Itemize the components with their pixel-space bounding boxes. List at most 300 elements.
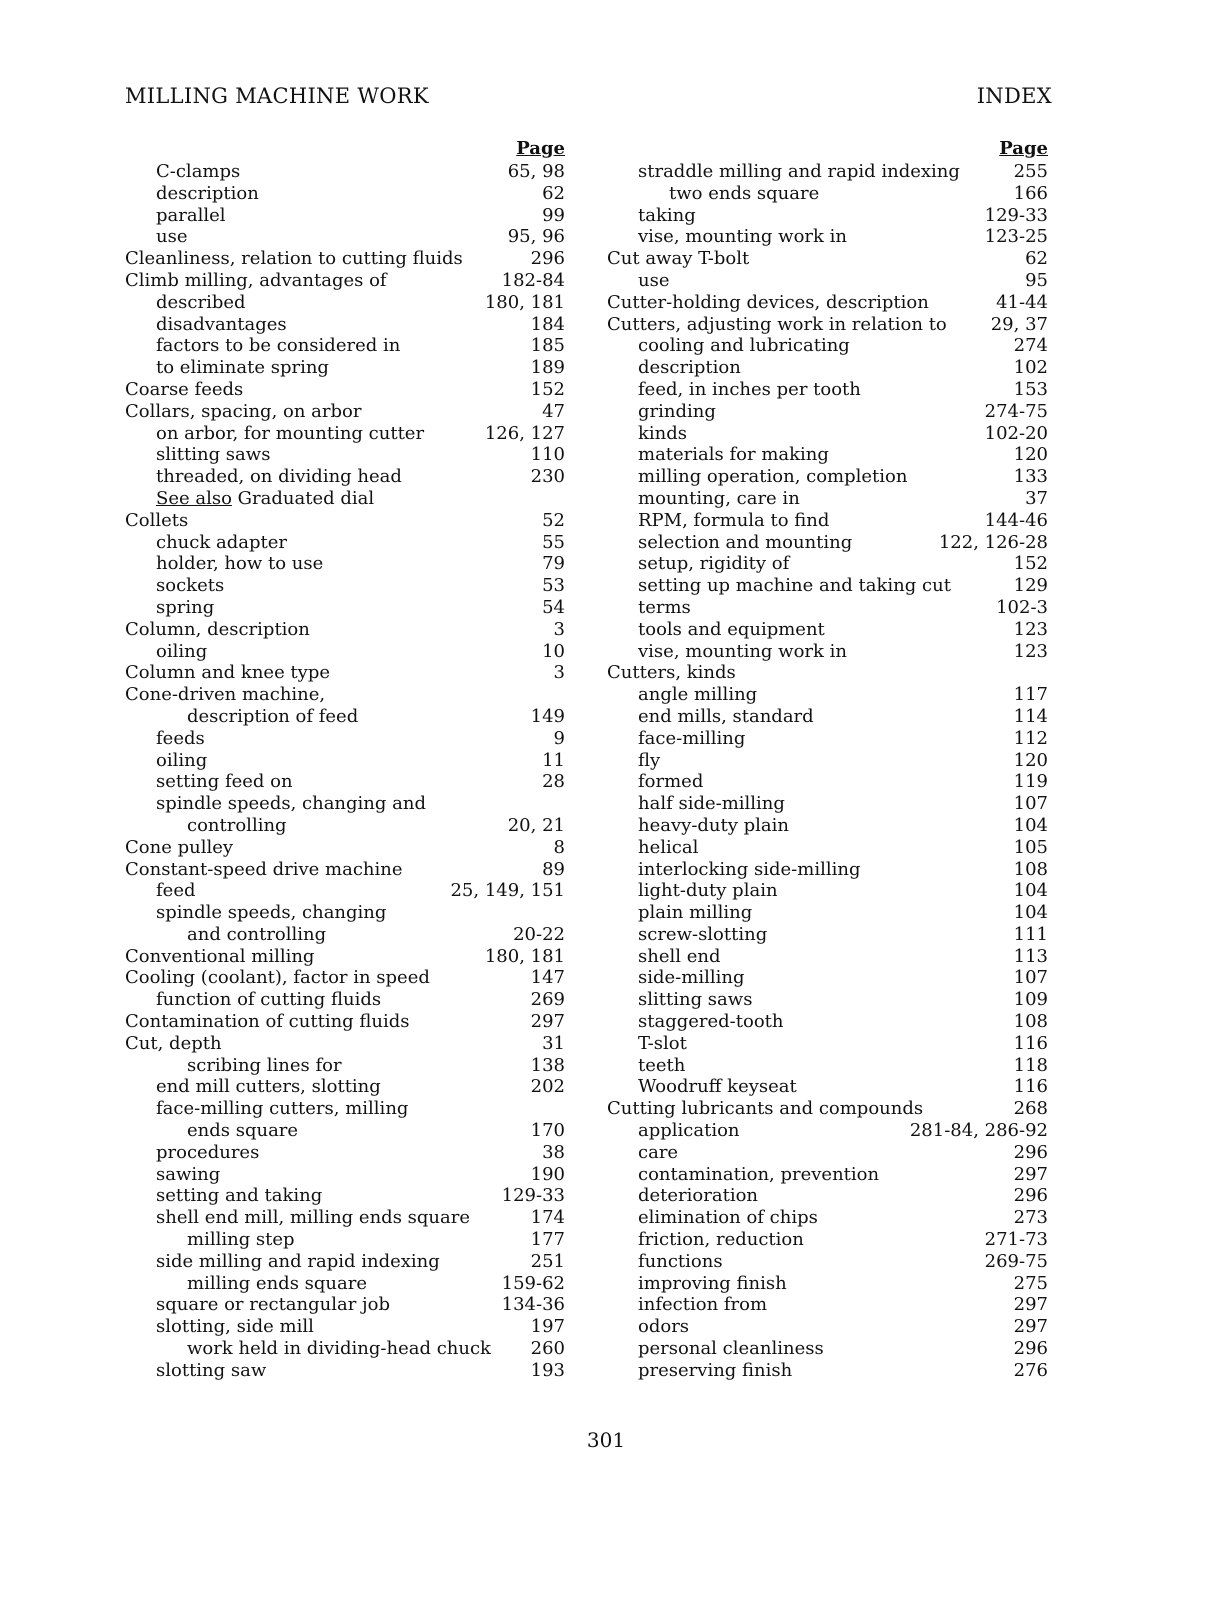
index-entry [607,597,1048,619]
index-term [156,423,424,445]
index-page-numbers: 174 [530,1207,565,1229]
index-page-numbers: 268 [1013,1098,1048,1120]
index-term-text: on arbor, for mounting cutter [156,422,425,444]
index-page-numbers: 296 [1013,1141,1048,1163]
index-term-text: Graduated dial [237,487,375,509]
index-page-numbers: 133 [1013,466,1048,488]
index-term-text: Cut, depth [125,1032,222,1054]
index-term [156,1142,259,1164]
index-term [638,488,800,510]
index-term-text: staggered-tooth [638,1011,784,1033]
index-entry [607,1316,1048,1338]
index-term-text: holder, how to use [156,553,324,575]
index-entry [607,880,1048,902]
index-entry [607,1076,1048,1098]
index-entry [125,488,565,510]
index-term [638,423,687,445]
index-column-right [607,137,1048,1382]
index-term-text: Column, description [125,618,310,640]
index-term [638,444,829,466]
index-entry [125,750,565,772]
index-term [638,597,691,619]
index-entry [125,837,565,859]
index-term-text: straddle milling and rapid indexing [638,161,960,182]
index-term [607,662,736,684]
index-page-numbers: 109 [1013,989,1048,1011]
index-term-text: interlocking side-milling [638,858,861,880]
index-term-text: Collets [125,509,189,531]
index-term-text: setting up machine and taking cut [638,575,951,597]
index-page-numbers: 275 [1013,1272,1048,1294]
index-term-text: screw-slotting [638,923,768,945]
index-term [125,946,314,968]
index-term-text: described [156,291,246,313]
index-entry [125,575,565,597]
index-term-text: RPM, formula to find [638,509,830,531]
index-entry [125,946,565,968]
index-term [187,706,358,728]
index-term-text: setup, rigidity of [638,553,790,575]
index-term-text: threaded, on dividing head [156,466,402,488]
index-term-text: grinding [638,400,716,422]
index-entry [607,423,1048,445]
index-term-text: Column and knee type [125,662,331,684]
index-term-text: factors to be considered in [156,335,401,357]
index-term [187,1120,298,1142]
index-term [187,1229,295,1251]
index-page-numbers: 159-62 [501,1272,565,1294]
index-term [638,1273,787,1295]
index-term [638,1251,723,1273]
index-term [638,771,703,793]
index-entry [125,597,565,619]
index-entry [125,1185,565,1207]
index-term-text: sockets [156,575,225,597]
index-term-text: function of cutting fluids [156,989,382,1011]
index-page-numbers: 116 [1013,1076,1048,1098]
index-term-text: elimination of chips [638,1207,818,1229]
index-entry [607,641,1048,663]
index-entry [125,1055,565,1077]
index-term-text: T-slot [638,1032,687,1054]
index-term [156,1185,322,1207]
index-term-text: side milling and rapid indexing [156,1250,440,1272]
index-term-text: terms [638,596,691,618]
index-entry [607,357,1048,379]
index-entry [125,1360,565,1382]
index-term-text: feed [156,880,196,902]
index-entry [125,1273,565,1295]
index-page-numbers: 29, 37 [990,313,1048,335]
index-page-numbers: 112 [1013,727,1048,749]
index-term [638,1120,740,1142]
index-term-text: application [638,1120,740,1142]
index-term [607,1098,923,1120]
index-term [156,183,259,205]
index-entry [607,1251,1048,1273]
index-entry [607,161,1048,183]
index-term-text: oiling [156,749,208,771]
index-term-text: Contamination of cutting fluids [125,1011,410,1033]
index-term-text: half side-milling [638,793,785,815]
index-term-text: ends square [187,1120,299,1142]
index-entry [125,1033,565,1055]
index-term [156,902,386,924]
index-term-text: deterioration [638,1185,759,1207]
index-term [638,989,752,1011]
index-page-numbers: 297 [530,1011,565,1033]
index-entry [125,989,565,1011]
index-term-text: oiling [156,640,208,662]
index-page-numbers: 147 [530,967,565,989]
index-entry [607,815,1048,837]
index-term-text: shell end mill, milling ends square [156,1207,470,1229]
index-term [156,226,187,248]
index-term-text: kinds [638,422,688,444]
index-term-text: Cooling (coolant), factor in speed [125,967,430,989]
index-term-text: Conventional milling [125,945,315,967]
index-term [125,967,430,989]
index-entry [607,466,1048,488]
index-term [156,1251,440,1273]
index-page-numbers: 20-22 [513,923,565,945]
index-term [156,989,381,1011]
index-page-numbers: 11 [542,749,565,771]
index-entry [607,837,1048,859]
index-term [156,880,196,902]
index-term-text: Woodruff keyseat [638,1076,797,1098]
index-page-numbers: 62 [1025,248,1048,270]
index-entry [125,1120,565,1142]
index-entry [607,1142,1048,1164]
index-term [638,466,907,488]
index-page-numbers: 120 [1013,749,1048,771]
index-entry [125,684,565,706]
index-list-right [607,161,1048,1382]
index-term [125,619,310,641]
index-entry [125,859,565,881]
index-page-numbers: 116 [1013,1032,1048,1054]
index-entry [125,1164,565,1186]
index-entry [607,292,1048,314]
index-page-numbers: 8 [553,836,565,858]
index-page-numbers: 273 [1013,1207,1048,1229]
index-term [638,946,721,968]
index-entry [125,532,565,554]
index-term [156,771,293,793]
index-page-numbers: 152 [530,378,565,400]
index-entry [125,292,565,314]
index-term [187,924,326,946]
index-entry [607,1098,1048,1120]
index-page-numbers: 102-20 [984,422,1048,444]
index-page-numbers: 107 [1013,793,1048,815]
index-term [187,1338,491,1360]
index-term [638,1011,784,1033]
index-page-numbers: 271-73 [984,1229,1048,1251]
index-term-text: heavy-duty plain [638,814,789,836]
page-number: 301 [586,1428,626,1452]
index-term [156,488,374,510]
index-page-numbers: 297 [1013,1294,1048,1316]
index-term-text: work held in dividing-head chuck [187,1338,491,1360]
index-term [638,205,696,227]
index-entry [607,728,1048,750]
index-entry [607,532,1048,554]
index-entry [125,793,565,815]
index-page-numbers: 296 [1013,1185,1048,1207]
index-term-text: friction, reduction [638,1229,804,1251]
index-term [638,1033,687,1055]
index-term-text: description [638,357,741,379]
index-entry [125,314,565,336]
index-entry [607,706,1048,728]
page-column-label: Page [516,138,565,159]
index-entry [125,379,565,401]
index-entry [125,967,565,989]
index-entry [125,1207,565,1229]
index-term [638,902,752,924]
index-term [156,728,205,750]
index-term-text: Coarse feeds [125,378,244,400]
index-entry [607,684,1048,706]
index-page-numbers: 3 [553,618,565,640]
index-term-text: infection from [638,1294,768,1316]
index-term-text: slotting, side mill [156,1316,314,1338]
index-term [156,205,226,227]
index-term-text: care [638,1141,679,1163]
index-term [638,1142,678,1164]
index-term [156,597,214,619]
index-entry [125,1098,565,1120]
index-term [156,575,224,597]
index-term [156,793,426,815]
index-term [156,1207,470,1229]
index-term [156,314,287,336]
index-page-numbers: 274-75 [984,400,1048,422]
index-term-text: chuck adapter [156,531,287,553]
index-entry [125,1294,565,1316]
index-term-text: Collars, spacing, on arbor [125,400,362,422]
index-term-text: setting and taking [156,1185,323,1207]
index-entry [607,488,1048,510]
index-page-numbers: 104 [1013,880,1048,902]
index-page-numbers: 95 [1025,269,1048,291]
index-page-numbers: 47 [542,400,565,422]
index-term-text: procedures [156,1141,260,1163]
index-term [638,1338,824,1360]
index-term-text: vise, mounting work in [638,226,848,248]
index-page-numbers: 129-33 [501,1185,565,1207]
index-page-numbers: 274 [1013,335,1048,357]
index-term-text: use [156,226,188,248]
index-page-numbers: 104 [1013,902,1048,924]
index-entry [607,989,1048,1011]
index-page-numbers: 129 [1013,575,1048,597]
index-term [638,967,744,989]
index-term-text: face-milling cutters, milling [156,1098,409,1120]
index-term [669,183,819,205]
index-entry [607,1229,1048,1251]
index-term-text: plain milling [638,902,753,924]
index-term-text: Constant-speed drive machine [125,858,403,880]
index-page-numbers: 180, 181 [484,945,565,967]
index-term-text: fly [638,749,661,771]
index-entry [607,1164,1048,1186]
index-entry [125,902,565,924]
index-page-numbers: 260 [530,1338,565,1360]
index-page-numbers: 126, 127 [484,422,565,444]
index-page-numbers: 297 [1013,1316,1048,1338]
index-term [638,880,778,902]
index-term [638,1164,879,1186]
index-page-numbers: 118 [1013,1054,1048,1076]
index-page-numbers: 255 [1013,161,1048,182]
index-page-numbers: 152 [1013,553,1048,575]
running-header-section: INDEX [976,84,1052,108]
index-entry [125,706,565,728]
index-page-numbers: 166 [1013,182,1048,204]
index-term-text: improving finish [638,1272,787,1294]
index-page-numbers: 276 [1013,1359,1048,1381]
index-term-text: spring [156,596,215,618]
index-page-numbers: 104 [1013,814,1048,836]
index-entry [125,880,565,902]
index-term-text: tools and equipment [638,618,825,640]
index-term [607,314,947,336]
index-entry [607,270,1048,292]
index-term [638,532,852,554]
index-page-numbers: 105 [1013,836,1048,858]
index-entry [607,1120,1048,1142]
index-term-text: two ends square [669,182,820,204]
index-page-numbers: 185 [530,335,565,357]
index-term [638,575,951,597]
index-entry [125,161,565,183]
index-page-numbers: 269-75 [984,1250,1048,1272]
index-entry [607,183,1048,205]
index-entry [607,793,1048,815]
index-term-text: milling ends square [187,1272,367,1294]
index-entry [125,510,565,532]
index-term-text: mounting, care in [638,487,800,509]
index-term-text: spindle speeds, changing [156,902,387,924]
index-term-text: helical [638,836,699,858]
index-term [125,510,188,532]
index-term [125,662,330,684]
index-term-text: feed, in inches per tooth [638,378,861,400]
index-entry [125,357,565,379]
index-page-numbers: 189 [530,357,565,379]
index-term-text: vise, mounting work in [638,640,848,662]
cross-reference-label: See also [156,487,232,509]
index-entry [607,859,1048,881]
running-header-title: MILLING MACHINE WORK [125,84,429,108]
index-term-text: odors [638,1316,690,1338]
index-term [638,859,860,881]
index-term-text: personal cleanliness [638,1338,824,1360]
index-page-numbers: 117 [1013,684,1048,706]
index-entry [125,815,565,837]
index-entry [607,444,1048,466]
index-page-numbers: 20, 21 [507,814,565,836]
index-term-text: taking [638,204,696,226]
index-entry [125,401,565,423]
index-term-text: end mill cutters, slotting [156,1076,381,1098]
index-entry [607,575,1048,597]
index-entry [607,401,1048,423]
index-entry [125,1338,565,1360]
index-term [156,335,400,357]
index-page-numbers: 25, 149, 151 [450,880,565,902]
index-page-numbers: 37 [1025,487,1048,509]
index-page-numbers: 79 [542,553,565,575]
index-term-text: formed [638,771,704,793]
index-entry [607,1055,1048,1077]
index-entry [125,423,565,445]
index-term [125,401,361,423]
index-term-text: Cone-driven machine, [125,684,326,706]
index-term-text: to eliminate spring [156,357,329,379]
index-page-numbers: 3 [553,662,565,684]
index-page-numbers: 123 [1013,618,1048,640]
index-page-numbers: 102-3 [996,596,1048,618]
index-entry [125,1076,565,1098]
index-entry [125,641,565,663]
index-term [156,641,207,663]
index-term [638,706,814,728]
index-entry [607,553,1048,575]
index-entry [607,662,1048,684]
index-entry [607,1338,1048,1360]
index-term [156,161,240,183]
index-term [156,466,402,488]
index-term-text: Cone pulley [125,836,234,858]
index-entry [125,444,565,466]
index-term [125,859,403,881]
index-page-numbers: 54 [542,596,565,618]
index-term [638,401,716,423]
index-term [638,1207,818,1229]
index-list-left [125,161,565,1382]
index-entry [607,1294,1048,1316]
index-term [638,924,767,946]
index-term-text: slitting saws [156,444,271,466]
index-term-text: sawing [156,1163,221,1185]
index-page-numbers: 53 [542,575,565,597]
index-term [638,684,757,706]
index-entry [125,466,565,488]
index-page-numbers: 144-46 [984,509,1048,531]
index-entry [607,335,1048,357]
index-term [638,270,669,292]
index-entry [125,335,565,357]
index-term-text: slitting saws [638,989,753,1011]
index-term-text: slotting saw [156,1359,267,1381]
index-term-text: Cleanliness, relation to cutting fluids [125,248,463,270]
index-page-numbers: 129-33 [984,204,1048,226]
index-term [638,1294,767,1316]
index-term [125,1033,222,1055]
index-term-text: face-milling [638,727,746,749]
index-term [125,684,325,706]
index-term-text: contamination, prevention [638,1163,880,1185]
index-term [638,1185,758,1207]
index-entry [607,924,1048,946]
index-term-text: Cutters, adjusting work in relation to [607,313,947,335]
index-term [156,553,323,575]
index-page-numbers: 9 [553,727,565,749]
